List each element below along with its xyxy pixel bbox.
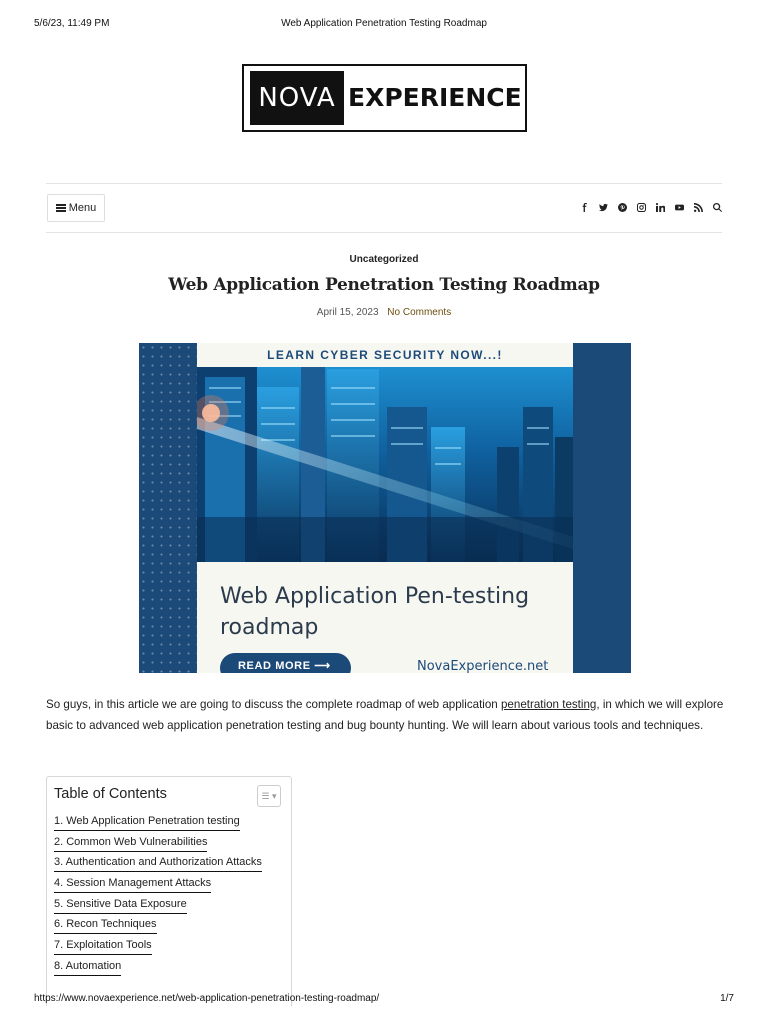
logo-experience: EXPERIENCE <box>348 83 522 112</box>
post-category[interactable]: Uncategorized <box>349 254 419 265</box>
city-skyline-image <box>197 367 573 562</box>
dot-pattern <box>139 343 197 673</box>
facebook-icon[interactable] <box>579 201 589 213</box>
toc-toggle-button[interactable]: ☰ ▾ <box>257 785 281 807</box>
nav-divider-top <box>46 183 722 184</box>
featured-image <box>139 343 631 673</box>
hero-heading: Web Application Pen-testing roadmap <box>220 584 530 640</box>
print-page-number: 1/7 <box>720 993 734 1004</box>
toc-link-8[interactable]: 8. Automation <box>54 959 121 976</box>
hero-banner: LEARN CYBER SECURITY NOW...! <box>267 348 503 362</box>
linkedin-icon[interactable] <box>655 201 665 213</box>
toc-link-2[interactable]: 2. Common Web Vulnerabilities <box>54 835 207 852</box>
hamburger-icon <box>56 204 66 212</box>
penetration-testing-link[interactable]: penetration testing <box>500 698 597 711</box>
toc-title: Table of Contents <box>54 786 167 802</box>
toc-link-3[interactable]: 3. Authentication and Authorization Attacks <box>54 855 262 872</box>
print-page-title: Web Application Penetration Testing Roadmap <box>281 18 487 29</box>
intro-paragraph <box>46 694 726 736</box>
comments-link[interactable]: No Comments <box>387 307 452 318</box>
post-date: April 15, 2023 <box>316 307 379 318</box>
site-logo[interactable] <box>242 64 527 132</box>
print-footer <box>34 993 734 1007</box>
social-icons <box>579 199 722 215</box>
toc-item <box>54 956 262 977</box>
logo-nova: NOVA <box>250 71 344 125</box>
toc-item <box>54 914 262 935</box>
print-datetime: 5/6/23, 11:49 PM <box>34 18 110 29</box>
toc-item <box>54 811 262 832</box>
toc-list <box>54 811 262 977</box>
intro-text-after: , in which we will explore basic to advanced web application penetration testing and bug bounty hunting. We will learn about various tools and techniques. <box>46 698 724 732</box>
toc-link-6[interactable]: 6. Recon Techniques <box>54 917 157 934</box>
menu-button[interactable] <box>47 194 105 222</box>
print-url: https://www.novaexperience.net/web-application-penetration-testing-roadmap/ <box>34 993 380 1004</box>
toc-item <box>54 935 262 956</box>
toc-link-1[interactable]: 1. Web Application Penetration testing <box>54 814 240 831</box>
hero-site-name: NovaExperience.net <box>417 659 549 673</box>
search-icon[interactable] <box>712 201 722 213</box>
toc-item <box>54 873 262 894</box>
nav-divider-bottom <box>46 232 722 233</box>
hero-card <box>197 343 573 673</box>
pinterest-icon[interactable] <box>617 201 627 213</box>
toc-link-7[interactable]: 7. Exploitation Tools <box>54 938 152 955</box>
toc-item <box>54 852 262 873</box>
youtube-icon[interactable] <box>674 201 684 213</box>
toc-link-4[interactable]: 4. Session Management Attacks <box>54 876 211 893</box>
read-more-button[interactable]: READ MORE ⟶ <box>220 653 351 673</box>
toc-link-5[interactable]: 5. Sensitive Data Exposure <box>54 897 187 914</box>
twitter-icon[interactable] <box>598 201 608 213</box>
toc-item <box>54 894 262 915</box>
menu-label: Menu <box>68 202 97 214</box>
post-meta <box>0 307 768 318</box>
rss-icon[interactable] <box>693 201 703 213</box>
instagram-icon[interactable] <box>636 201 646 213</box>
toc-item <box>54 832 262 853</box>
intro-text-before: So guys, in this article we are going to discuss the complete roadmap of web application <box>46 698 501 711</box>
print-header <box>34 18 734 32</box>
table-of-contents <box>46 776 292 1006</box>
post-title: Web Application Penetration Testing Roadmap <box>168 275 600 295</box>
